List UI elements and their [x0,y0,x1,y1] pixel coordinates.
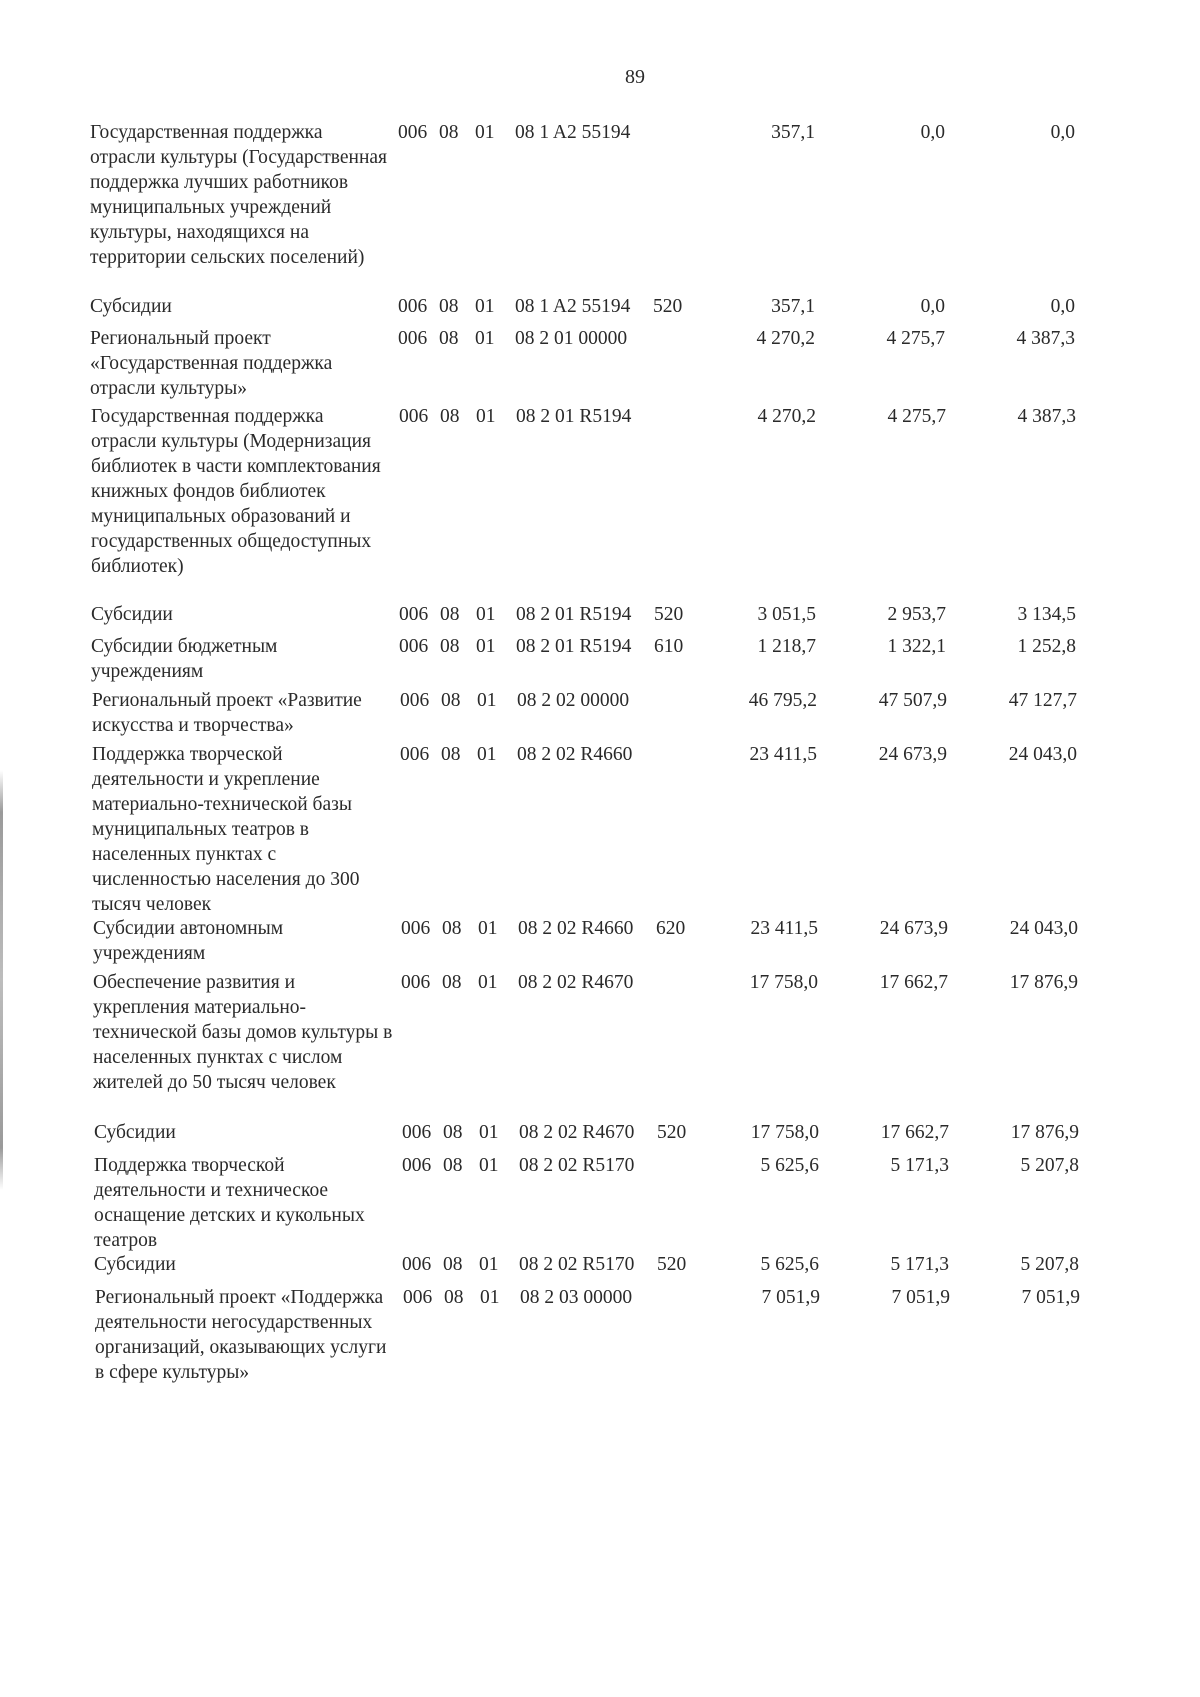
target-article-code: 08 2 03 00000 [520,1287,633,1308]
row-name: Субсидии [94,1254,176,1275]
subsection-code: 01 [475,328,495,349]
row-name: Поддержка творческой деятельности и техническое оснащение детских и кукольных театров [94,1155,365,1251]
amount-year-1: 3 051,5 [757,604,816,625]
subsection-code: 01 [480,1287,500,1308]
row-name: Субсидии [90,296,172,317]
section-code: 08 [439,296,459,317]
amount-year-3: 5 207,8 [1020,1254,1079,1275]
amount-year-2: 1 322,1 [887,636,946,657]
amount-year-3: 17 876,9 [1010,1122,1079,1143]
ministry-code: 006 [398,328,428,349]
expense-type-code: 520 [653,296,683,317]
ministry-code: 006 [401,918,431,939]
ministry-code: 006 [402,1155,432,1176]
subsection-code: 01 [479,1254,499,1275]
amount-year-2: 7 051,9 [891,1287,950,1308]
ministry-code: 006 [401,972,431,993]
amount-year-2: 17 662,7 [880,1122,949,1143]
amount-year-2: 47 507,9 [878,690,947,711]
amount-year-1: 5 625,6 [760,1254,819,1275]
amount-year-3: 24 043,0 [1009,918,1078,939]
subsection-code: 01 [478,918,498,939]
amount-year-2: 0,0 [920,122,945,143]
amount-year-2: 0,0 [920,296,945,317]
section-code: 08 [440,604,460,625]
target-article-code: 08 2 01 R5194 [516,636,632,657]
subsection-code: 01 [475,122,495,143]
expense-type-code: 610 [654,636,684,657]
ministry-code: 006 [399,604,429,625]
amount-year-2: 4 275,7 [886,328,945,349]
amount-year-3: 24 043,0 [1008,744,1077,765]
amount-year-3: 0,0 [1050,122,1075,143]
subsection-code: 01 [477,744,497,765]
amount-year-1: 23 411,5 [749,744,817,765]
subsection-code: 01 [479,1122,499,1143]
amount-year-1: 357,1 [771,296,815,317]
ministry-code: 006 [402,1122,432,1143]
target-article-code: 08 2 02 R5170 [519,1155,635,1176]
row-name: Государственная поддержка отрасли культуры (Государственная поддержка лучших работников муниципальных учреждений культуры, находящихся на территории сельских поселений) [90,122,388,268]
target-article-code: 08 1 A2 55194 [515,296,631,317]
row-name: Поддержка творческой деятельности и укрепление материально-технической базы муниципальных театров в населенных пунктах с численностью населения до 300 тысяч человек [92,744,360,915]
row-name: Региональный проект «Поддержка деятельности негосударственных организаций, оказывающих услуги в сфере культуры» [95,1287,387,1383]
expense-type-code: 520 [657,1122,687,1143]
amount-year-1: 5 625,6 [760,1155,819,1176]
expense-type-code: 520 [657,1254,687,1275]
subsection-code: 01 [476,406,496,427]
scan-edge-shadow [0,770,3,1190]
ministry-code: 006 [400,744,430,765]
ministry-code: 006 [403,1287,433,1308]
subsection-code: 01 [475,296,495,317]
ministry-code: 006 [400,690,430,711]
ministry-code: 006 [398,122,428,143]
row-name: Субсидии [94,1122,176,1143]
expense-type-code: 620 [656,918,686,939]
amount-year-2: 17 662,7 [879,972,948,993]
target-article-code: 08 2 02 R4660 [517,744,633,765]
target-article-code: 08 2 02 R4670 [518,972,634,993]
amount-year-3: 7 051,9 [1021,1287,1080,1308]
row-name: Региональный проект «Государственная поддержка отрасли культуры» [90,328,333,399]
subsection-code: 01 [477,690,497,711]
page-number: 89 [625,66,645,88]
target-article-code: 08 1 A2 55194 [515,122,631,143]
amount-year-2: 24 673,9 [878,744,947,765]
section-code: 08 [439,328,459,349]
amount-year-1: 357,1 [771,122,815,143]
target-article-code: 08 2 01 R5194 [516,604,632,625]
subsection-code: 01 [476,636,496,657]
section-code: 08 [443,1122,463,1143]
row-name: Субсидии бюджетным учреждениям [91,636,278,682]
target-article-code: 08 2 02 R4660 [518,918,634,939]
ministry-code: 006 [402,1254,432,1275]
amount-year-1: 7 051,9 [761,1287,820,1308]
amount-year-1: 17 758,0 [750,1122,819,1143]
amount-year-3: 47 127,7 [1008,690,1077,711]
amount-year-3: 17 876,9 [1009,972,1078,993]
expense-type-code: 520 [654,604,684,625]
row-name: Региональный проект «Развитие искусства и творчества» [92,690,362,736]
row-name: Субсидии [91,604,173,625]
row-name: Обеспечение развития и укрепления материально-технической базы домов культуры в населенных пунктах с числом жителей до 50 тысяч человек [93,972,393,1093]
amount-year-3: 5 207,8 [1020,1155,1079,1176]
subsection-code: 01 [479,1155,499,1176]
section-code: 08 [441,744,461,765]
section-code: 08 [440,406,460,427]
section-code: 08 [440,636,460,657]
amount-year-2: 5 171,3 [890,1155,949,1176]
section-code: 08 [441,690,461,711]
row-name: Государственная поддержка отрасли культуры (Модернизация библиотек в части комплектования книжных фондов библиотек муниципальных образований и государственных общедоступных библиотек) [91,406,381,577]
amount-year-1: 23 411,5 [750,918,818,939]
amount-year-3: 0,0 [1050,296,1075,317]
amount-year-2: 5 171,3 [890,1254,949,1275]
target-article-code: 08 2 02 R5170 [519,1254,635,1275]
amount-year-1: 46 795,2 [748,690,817,711]
target-article-code: 08 2 01 R5194 [516,406,632,427]
section-code: 08 [439,122,459,143]
ministry-code: 006 [399,406,429,427]
subsection-code: 01 [478,972,498,993]
section-code: 08 [442,972,462,993]
amount-year-1: 17 758,0 [749,972,818,993]
amount-year-3: 3 134,5 [1017,604,1076,625]
amount-year-3: 1 252,8 [1017,636,1076,657]
target-article-code: 08 2 02 R4670 [519,1122,635,1143]
section-code: 08 [442,918,462,939]
amount-year-1: 1 218,7 [757,636,816,657]
amount-year-3: 4 387,3 [1016,328,1075,349]
section-code: 08 [443,1254,463,1275]
ministry-code: 006 [398,296,428,317]
ministry-code: 006 [399,636,429,657]
target-article-code: 08 2 02 00000 [517,690,630,711]
row-name: Субсидии автономным учреждениям [93,918,284,964]
section-code: 08 [444,1287,464,1308]
target-article-code: 08 2 01 00000 [515,328,628,349]
amount-year-2: 2 953,7 [887,604,946,625]
amount-year-1: 4 270,2 [757,406,816,427]
subsection-code: 01 [476,604,496,625]
amount-year-3: 4 387,3 [1017,406,1076,427]
amount-year-1: 4 270,2 [756,328,815,349]
section-code: 08 [443,1155,463,1176]
amount-year-2: 4 275,7 [887,406,946,427]
amount-year-2: 24 673,9 [879,918,948,939]
